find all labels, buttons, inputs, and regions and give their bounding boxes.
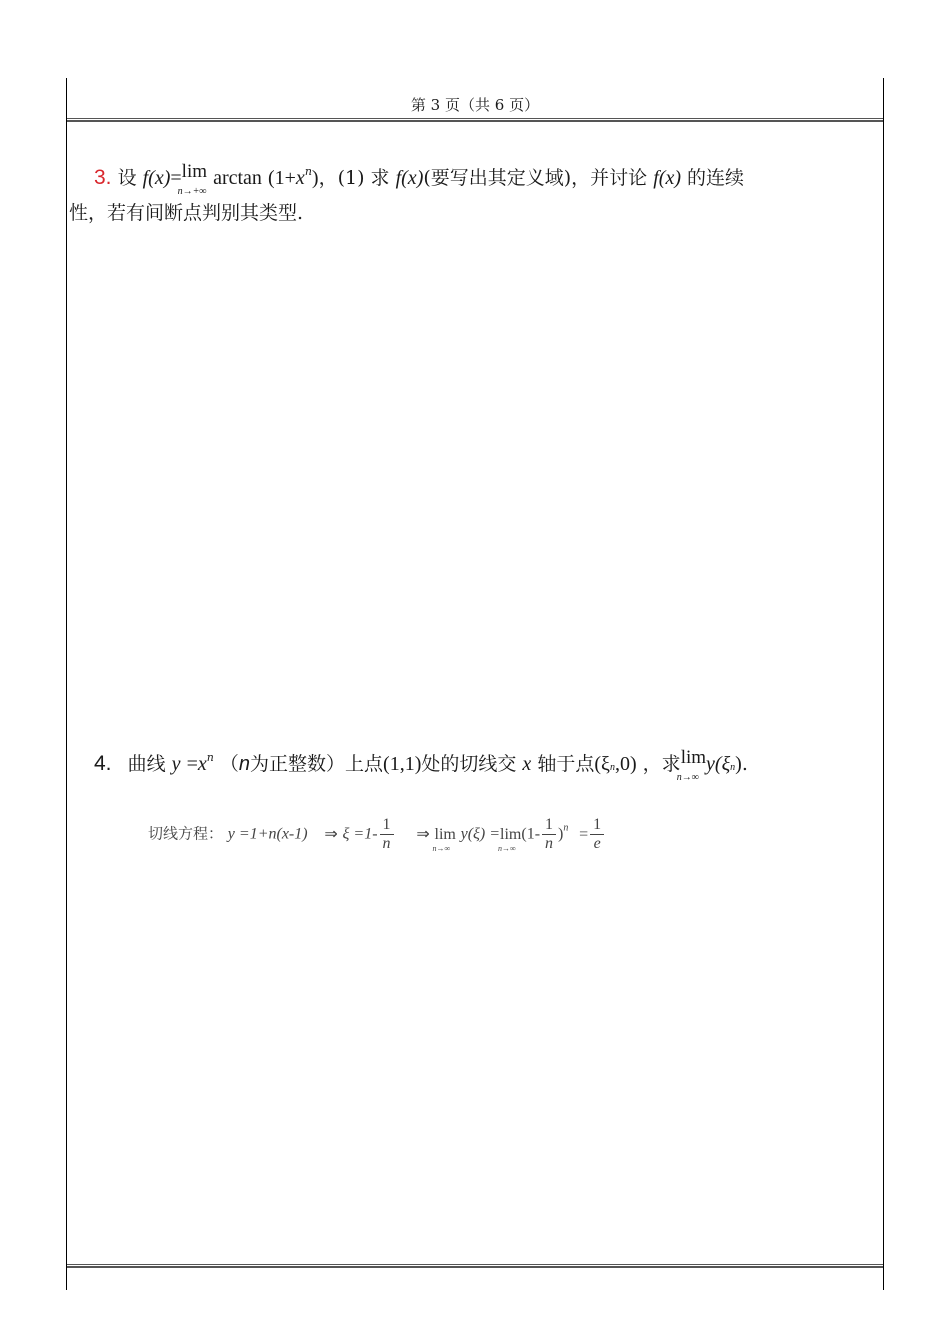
q4-x-var: x	[522, 753, 532, 775]
q4-t7: .	[741, 753, 748, 775]
answer-frac1-bot: n	[382, 835, 391, 852]
answer-eq3: y(ξ) =	[460, 825, 501, 843]
q3-fx2: f(x)	[395, 167, 424, 189]
q4-xi-point: (ξ	[594, 753, 610, 775]
q4-lim-expr-sub: n	[730, 762, 736, 773]
answer-frac1	[380, 816, 394, 853]
q4-xi-sub: n	[609, 762, 615, 773]
q3-lim-sub: n→+∞	[177, 186, 207, 197]
answer-lim2	[498, 825, 522, 853]
q3-equals: =	[170, 167, 182, 189]
q4-xi-point-end: ,0)	[614, 753, 637, 775]
answer-frac3-top: 1	[590, 816, 604, 835]
q4-curve-x: x	[197, 753, 207, 775]
q3-fx: f(x)	[142, 167, 171, 189]
answer-lim2-sub: n→∞	[498, 843, 516, 853]
answer-lim1-sub: n→∞	[432, 843, 451, 853]
question-3-line-2	[69, 199, 303, 227]
q4-t5: 轴于点	[537, 753, 595, 775]
answer-frac3-bot: e	[593, 835, 601, 852]
answer-eq1: y =1+n(x-1)	[227, 825, 308, 843]
answer-frac3	[590, 816, 604, 853]
q3-arg-pow: n	[304, 165, 312, 178]
q3-part1: ，(1) 求	[318, 167, 390, 189]
question-4-number: 4.	[94, 752, 112, 775]
answer-lim1-text: lim	[434, 825, 456, 843]
question-3-number: 3.	[94, 166, 112, 189]
page-label: 第 3 页（共 6 页）	[410, 96, 540, 114]
q3-arg-x: x	[295, 167, 305, 189]
q3-arg-open: (1+	[267, 167, 296, 189]
q3-lim-text: lim	[181, 161, 208, 182]
answer-line	[148, 816, 606, 853]
answer-eq2: ξ =1-	[342, 825, 378, 843]
answer-frac1-top: 1	[380, 816, 394, 835]
answer-frac2-top: 1	[542, 816, 556, 835]
q4-curve-eq: =	[186, 753, 198, 775]
answer-frac2	[542, 816, 556, 853]
answer-arrow1: ⇒	[324, 825, 338, 843]
q3-intro: 设	[117, 167, 137, 189]
page-header	[0, 94, 950, 115]
q4-point: (1,1)	[383, 753, 422, 775]
q4-n-var: n	[238, 753, 251, 775]
header-rule	[67, 118, 883, 122]
q4-lim-text: lim	[680, 747, 707, 768]
answer-frac2-bot: n	[545, 835, 554, 852]
q4-curve-pow: n	[206, 751, 214, 764]
q3-part2: (要写出其定义域)，并讨论	[423, 167, 648, 189]
answer-eq4-left: (1-	[521, 825, 541, 843]
answer-eq5: =	[579, 825, 589, 843]
q3-func: arctan	[213, 167, 262, 189]
answer-arrow2: ⇒	[416, 825, 430, 843]
q4-t3: 为正整数）上点	[250, 753, 384, 775]
left-border-line	[66, 78, 67, 1290]
answer-eq4-right: )	[558, 825, 564, 843]
q4-curve-y: y	[171, 753, 181, 775]
right-border-line	[883, 78, 884, 1290]
question-3-line-1	[94, 158, 745, 197]
answer-lim1	[432, 825, 456, 853]
answer-lim2-text: lim	[500, 825, 522, 843]
q4-t4: 处的切线交	[421, 753, 517, 775]
answer-label: 切线方程：	[148, 824, 224, 843]
q4-limit	[676, 744, 707, 783]
q3-limit	[177, 158, 208, 197]
question-4-line	[94, 744, 748, 782]
q3-fx3: f(x)	[653, 167, 681, 189]
q4-t6: ，求	[642, 753, 681, 775]
q4-lim-expr: y(ξ	[706, 753, 731, 775]
q4-lim-expr-end: )	[735, 753, 742, 775]
q4-lim-sub: n→∞	[676, 772, 699, 783]
q3-line2-text: 性，若有间断点判别其类型.	[69, 202, 304, 224]
q3-part3: 的连续	[687, 167, 745, 189]
footer-rule	[67, 1264, 883, 1268]
q3-arg-close: )	[311, 167, 319, 189]
answer-eq4-pow: n	[563, 822, 569, 834]
q4-t1: 曲线	[127, 753, 166, 775]
q4-t2: （	[219, 753, 239, 775]
